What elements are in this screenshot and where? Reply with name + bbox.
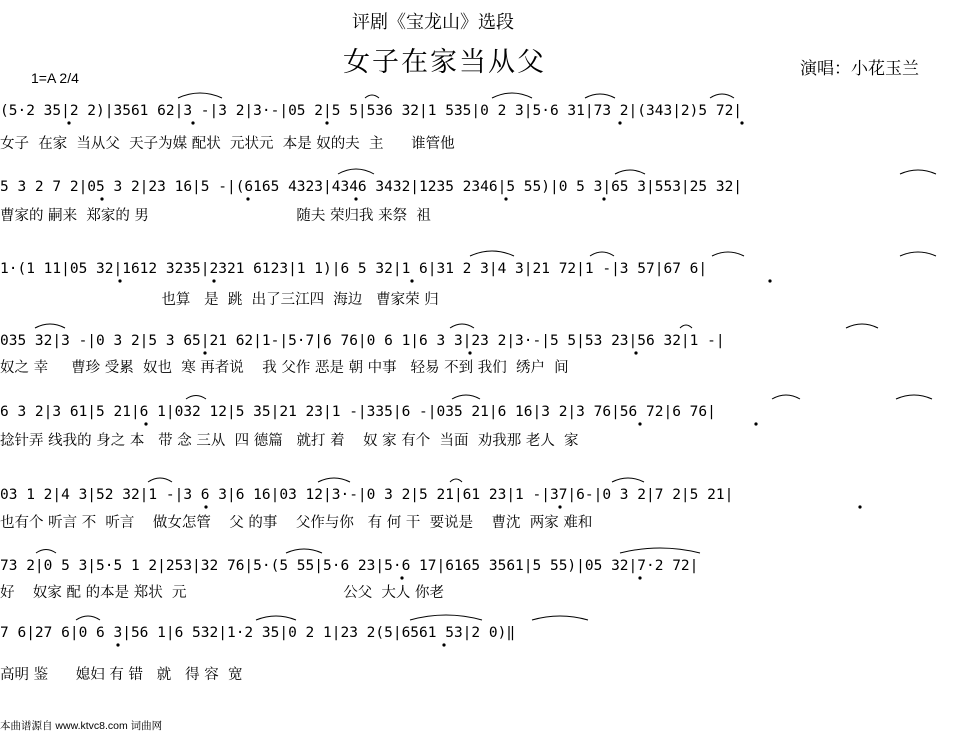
song-title: 女子在家当从父	[343, 47, 546, 78]
lyrics-line: 曹家的 嗣来 郑家的 男 随夫 荣归我 来祭 祖	[0, 208, 431, 224]
lyrics-line: 捻针弄 线我的 身之 本 带 念 三从 四 德篇 就打 着 奴 家 有个 当面 劝我那 老人 家	[0, 433, 579, 449]
notation-line: 035 32|3 -|0 3 2|5 3 65|21 62|1-|5·7|6 76|0 6 1|6 3 3|23 2|3·-|5 5|53 23|56 32|1 -|	[0, 333, 725, 349]
notation-line: 7 6|27 6|0 6 3|56 1|6 532|1·2 35|0 2 1|23 2(5|6561 53|2 0)‖	[0, 625, 516, 641]
performer-credit: 演唱：小花玉兰	[800, 59, 919, 79]
notation-line: 03 1 2|4 3|52 32|1 -|3 6 3|6 16|03 12|3·-|0 3 2|5 21|61 23|1 -|37|6-|0 3 2|7 2|5 21|	[0, 487, 734, 503]
notation-line: 1·(1 11|05 32|1612 3235|2321 6123|1 1)|6 5 32|1 6|31 2 3|4 3|21 72|1 -|3 57|67 6|	[0, 261, 708, 277]
opera-subtitle: 评剧《宝龙山》选段	[352, 12, 514, 33]
notation-line: 5 3 2 7 2|05 3 2|23 16|5 -|(6165 4323|4346 3432|1235 2346|5 55)|0 5 3|65 3|553|25 32|	[0, 179, 743, 195]
lyrics-line: 也算 是 跳 出了三江四 海边 曹家荣 归	[0, 292, 439, 308]
notation-line: (5·2 35|2 2)|3561 62|3 -|3 2|3·-|05 2|5 5|536 32|1 535|0 2 3|5·6 31|73 2|(343|2)5 72|	[0, 103, 743, 119]
lyrics-line: 也有个 听言 不 听言 做女怎管 父 的事 父作与你 有 何 干 要说是 曹沈 两家 难和	[0, 515, 593, 531]
notation-line: 6 3 2|3 61|5 21|6 1|032 12|5 35|21 23|1 -|335|6 -|035 21|6 16|3 2|3 76|56 72|6 76|	[0, 404, 716, 420]
key-and-time-signature: 1=A 2/4	[31, 70, 79, 86]
lyrics-line: 好 奴家 配 的本是 郑状 元 公父 大人 你老	[0, 585, 445, 601]
lyrics-line: 女子 在家 当从父 天子为媒 配状 元状元 本是 奴的夫 主 谁管他	[0, 136, 455, 152]
notation-line: 73 2|0 5 3|5·5 1 2|253|32 76|5·(5 55|5·6 23|5·6 17|6165 3561|5 55)|05 32|7·2 72|	[0, 558, 699, 574]
lyrics-line: 高明 鉴 媳妇 有 错 就 得 容 宽	[0, 667, 243, 683]
source-credit: 本曲谱源自 www.ktvc8.com 词曲网	[0, 720, 163, 732]
lyrics-line: 奴之 幸 曹珍 受累 奴也 寒 再者说 我 父作 恶是 朝 中事 轻易 不到 我们 绣户 间	[0, 360, 569, 376]
